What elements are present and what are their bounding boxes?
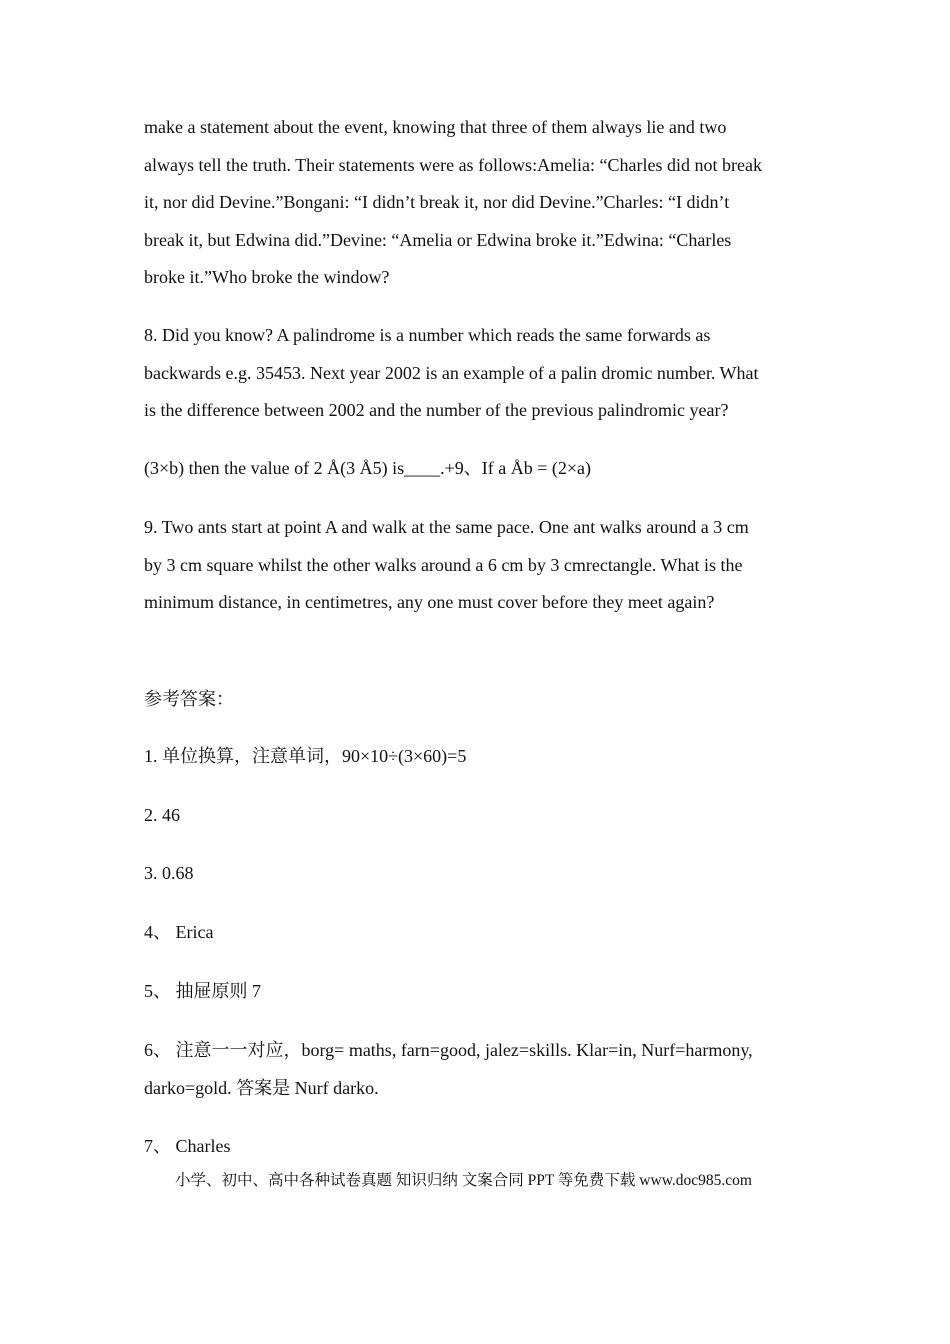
answer-6-line-2: darko=gold. 答案是 Nurf darko. (144, 1077, 379, 1098)
answer-3 (144, 855, 809, 893)
q7-line-4: break it, but Edwina did.”Devine: “Amelia or Edwina broke it.”Edwina: “Charles (144, 229, 732, 250)
answer-6-line-1: 6、 注意一一对应，borg= maths, farn=good, jalez=skills. Klar=in, Nurf=harmony, (144, 1040, 753, 1060)
answer-1 (144, 738, 809, 776)
fragment-line: (3×b) then the value of 2 Å(3 Å5) is____.+9、If a Åb = (2×a) (144, 458, 591, 478)
q7-line-2: always tell the truth. Their statements were as follows:Amelia: “Charles did not break (144, 154, 762, 175)
q8-line-2: backwards e.g. 35453. Next year 2002 is an example of a palin dromic number. What (144, 362, 759, 383)
q7-line-5: broke it.”Who broke the window? (144, 267, 390, 287)
answer-3-text: 3. 0.68 (144, 863, 194, 883)
answer-7-text: 7、 Charles (144, 1136, 231, 1156)
page-footer: 小学、初中、高中各种试卷真题 知识归纳 文案合同 PPT 等免费下载 www.doc985.com (175, 1172, 752, 1189)
answer-2-text: 2. 46 (144, 805, 180, 825)
q8-line-1: 8. Did you know? A palindrome is a number which reads the same forwards as (144, 325, 711, 345)
answer-7 (144, 1128, 809, 1166)
answers-heading-text: 参考答案： (144, 689, 234, 709)
q9-line-2: by 3 cm square whilst the other walks around a 6 cm by 3 cmrectangle. What is the (144, 554, 743, 575)
q8-line-3: is the difference between 2002 and the number of the previous palindromic year? (144, 400, 729, 420)
answer-4-text: 4、 Erica (144, 922, 214, 942)
answer-1-text: 1. 单位换算，注意单词，90×10÷(3×60)=5 (144, 746, 467, 766)
answer-6 (144, 1032, 809, 1107)
question-8 (144, 317, 809, 430)
question-9 (144, 509, 809, 622)
q9-line-1: 9. Two ants start at point A and walk at the same pace. One ant walks around a 3 cm (144, 517, 749, 537)
q7-line-3: it, nor did Devine.”Bongani: “I didn’t break it, nor did Devine.”Charles: “I didn’t (144, 192, 730, 212)
q7-line-1: make a statement about the event, knowing that three of them always lie and two (144, 117, 727, 137)
q9-line-3: minimum distance, in centimetres, any one must cover before they meet again? (144, 592, 715, 612)
answer-5-text: 5、 抽屉原则 7 (144, 981, 261, 1001)
answer-5 (144, 973, 809, 1011)
answers-heading (144, 681, 809, 719)
answer-4 (144, 914, 809, 952)
answer-2 (144, 797, 809, 835)
question-7-continued (144, 109, 809, 297)
question-fragment (144, 450, 809, 488)
